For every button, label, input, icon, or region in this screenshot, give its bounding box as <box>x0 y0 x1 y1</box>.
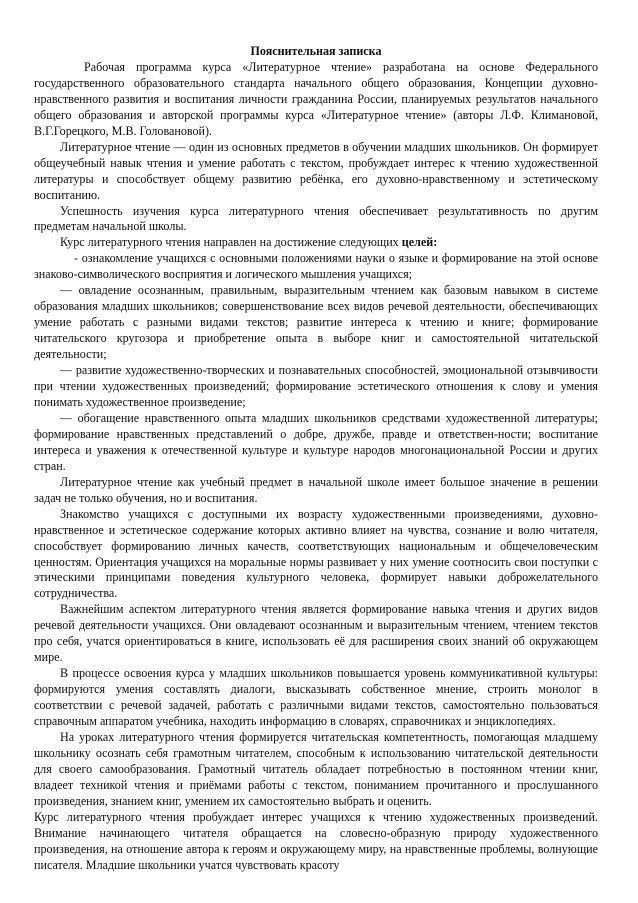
paragraph-goals-lead <box>34 235 598 251</box>
goals-lead-text: Курс литературного чтения направлен на достижение следующих <box>60 235 402 250</box>
paragraph-reading-skill: Важнейшим аспектом литературного чтения является формирование навыка чтения и других видов речевой деятельности учащихся. Они овладевают осознанным и выразительным чтением, чтением текстов про себя, учатся ориентироваться в книге, использовать её для расширения своих знаний об окружающем мире. <box>34 602 598 665</box>
paragraph-intro: Рабочая программа курса «Литературное чтение» разработана на основе Федерального государственного образовательного стандарта начального общего образования, Концепции духовно-нравственного развития и воспитания личности гражданина России, планируемых результатов начального общего образования и авторской программы курса «Литературное чтение» (авторы Л.Ф. Климановой, В.Г.Горецкого, М.В. Головановой). <box>34 59 598 138</box>
paragraph-communication: В процессе освоения курса у младших школьников повышается уровень коммуникативной культуры: формируются умения составлять диалоги, высказывать собственное мнение, строить монолог в соответствии с речевой задачей, работать с различными видами текстов, самостоятельно пользоваться справочным аппаратом учебника, находить информацию в словарях, справочниках и энциклопедиях. <box>34 666 598 729</box>
goals-keyword: целей: <box>401 235 438 250</box>
paragraph-subject-role: Литературное чтение — один из основных предметов в обучении младших школьников. Он формирует общеучебный навык чтения и умение работать с текстом, пробуждает интерес к чтению художественной литературы и способствует общему развитию ребёнка, его духовно-нравственному и эстетическому воспитанию. <box>34 139 598 202</box>
paragraph-competence: На уроках литературного чтения формируется читательская компетентность, помогающая младшему школьнику осознать себя грамотным читателем, способным к использованию читательской деятельности для своего самообразования. Грамотный читатель обладает потребностью в постоянном чтении книг, владеет техникой чтения и приёмами работы с текстом, пониманием прочитанного и прослушанного произведения, знанием книг, умением их самостоятельно выбрать и оценить. <box>34 729 598 808</box>
goal-item-2: — овладение осознанным, правильным, выразительным чтением как базовым навыком в системе образования младших школьников; совершенствование всех видов речевой деятельности, обеспечивающих умение работать с разными видами текстов; развитие интереса к чтению и книге; формирование читательского кругозора и приобретение опыта в выборе книг и самостоятельной читательской деятельности; <box>34 283 598 362</box>
paragraph-importance: Литературное чтение как учебный предмет в начальной школе имеет большое значение в решении задач не только обучения, но и воспитания. <box>34 474 598 505</box>
page-title: Пояснительная записка <box>250 44 382 58</box>
paragraph-acquaintance: Знакомство учащихся с доступными их возрасту художественными произведениями, духовно-нравственное и эстетическое содержание которых активно влияет на чувства, сознание и волю читателя, способствует формированию личных качеств, соответствующих национальным и общечеловеческим ценностям. Ориентация учащихся на моральные нормы развивает у них умение соотносить свои поступки с этическими принципами поведения культурного человека, формирует навыки доброжелательного сотрудничества. <box>34 506 598 601</box>
goal-item-4: — обогащение нравственного опыта младших школьников средствами художественной литературы; формирование нравственных представлений о добре, дружбе, правде и ответствен-ности; воспитание интереса и уважения к отечественной культуре и культуре народов многонациональной России и других стран. <box>34 410 598 473</box>
goal-item-1: - ознакомление учащихся с основными положениями науки о языке и формирование на этой основе знаково-символического восприятия и логического мышления учащихся; <box>34 251 598 282</box>
paragraph-interest: Курс литературного чтения пробуждает интерес учащихся к чтению художественных произведений. Внимание начинающего читателя обращается на словесно-образную природу художественного произведения, на отношение автора к героям и окружающему миру, на нравственные проблемы, волнующие писателя. Младшие школьники учатся чувствовать красоту <box>34 809 598 872</box>
paragraph-success: Успешность изучения курса литературного чтения обеспечивает результативность по другим предметам начальной школы. <box>34 203 598 234</box>
goal-item-3: — развитие художественно-творческих и познавательных способностей, эмоциональной отзывчивости при чтении художественных произведений; формирование эстетического отношения к слову и умения понимать художественное произведение; <box>34 363 598 409</box>
